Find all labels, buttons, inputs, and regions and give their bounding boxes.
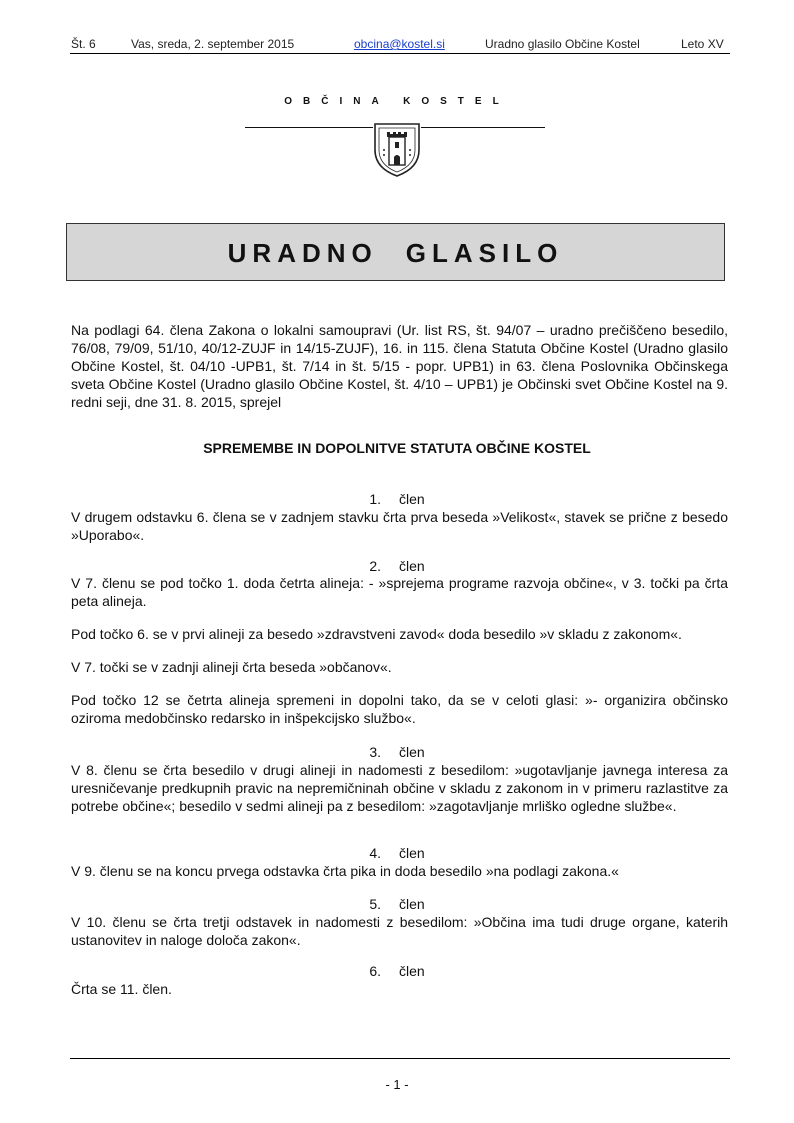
article-2-paragraph-3: V 7. točki se v zadnji alineji črta beseda »občanov«. <box>71 659 392 675</box>
article-6-paragraph: Črta se 11. člen. <box>71 981 172 997</box>
crest-line-left <box>245 127 373 128</box>
article-word: člen <box>399 963 425 979</box>
article-2-paragraph-1: V 7. členu se pod točko 1. doda četrta alineja: - »sprejema programe razvoja občine«, v 3. točki pa črta peta alineja. <box>71 575 728 609</box>
footer-divider <box>70 1058 730 1059</box>
article-word: člen <box>399 744 425 760</box>
article-heading-4 <box>0 844 794 862</box>
article-heading-1 <box>0 490 794 508</box>
article-4-paragraph: V 9. členu se na koncu prvega odstavka črta pika in doda besedilo »na podlagi zakona.« <box>71 863 619 879</box>
article-number: 4. <box>369 845 381 861</box>
article-number: 3. <box>369 744 381 760</box>
article-word: člen <box>399 896 425 912</box>
place-date: Vas, sreda, 2. september 2015 <box>131 37 295 51</box>
article-5-paragraph: V 10. členu se črta tretji odstavek in nadomesti z besedilom: »Občina ima tudi druge organe, katerih ustanovitev in naloge določa zakon«. <box>71 914 728 948</box>
article-1-paragraph: V drugem odstavku 6. člena se v zadnjem stavku črta prva beseda »Velikost«, stavek se prične z besedo »Uporabo«. <box>71 509 728 543</box>
article-heading-2 <box>0 557 794 575</box>
header-divider <box>70 53 730 54</box>
municipality-name: OBČINA KOSTEL <box>284 96 510 107</box>
article-word: člen <box>399 845 425 861</box>
crest-line-right <box>421 127 545 128</box>
issue-number: Št. 6 <box>71 37 96 51</box>
article-3-paragraph: V 8. členu se črta besedilo v drugi alineji in nadomesti z besedilom: »ugotavljanje javnega interesa za uresničevanje predkupnih pravic na nepremičninah občine v skladu z zakonom in v primeru razlastitve za potrebe občine«; besedilo v sedmi alineji pa z besedilom: »zagotavljanje mrliško ogledne službe«. <box>71 762 728 814</box>
article-word: člen <box>399 558 425 574</box>
email-link[interactable]: obcina@kostel.si <box>354 37 445 51</box>
volume-year: Leto XV <box>681 37 724 51</box>
coat-of-arms-icon <box>371 120 423 178</box>
intro-paragraph: Na podlagi 64. člena Zakona o lokalni samoupravi (Ur. list RS, št. 94/07 – uradno prečiščeno besedilo, 76/08, 79/09, 51/10, 40/12-ZUJF in 14/15-ZUJF), 16. in 115. člena Statuta Občine Kostel (Uradno glasilo Občine Kostel, št. 04/10 -UPB1, št. 7/14 in št. 5/15 - popr. UPB1) in 63. člena Poslovnika Občinskega sveta Občine Kostel (Uradno glasilo Občine Kostel, št. 4/10 – UPB1) je Občinski svet Občine Kostel na 9. redni seji, dne 31. 8. 2015, sprejel <box>71 322 728 410</box>
banner-word-2: GLASILO <box>405 238 564 268</box>
article-heading-5 <box>0 895 794 913</box>
banner-word-1: URADNO <box>227 238 378 268</box>
article-heading-6 <box>0 962 794 980</box>
article-2-paragraph-2: Pod točko 6. se v prvi alineji za besedo »zdravstveni zavod« doda besedilo »v skladu z zakonom«. <box>71 626 682 642</box>
article-number: 6. <box>369 963 381 979</box>
document-title: SPREMEMBE IN DOPOLNITVE STATUTA OBČINE KOSTEL <box>203 440 591 456</box>
article-heading-3 <box>0 743 794 761</box>
gazette-banner <box>66 223 725 281</box>
article-number: 2. <box>369 558 381 574</box>
publication-name: Uradno glasilo Občine Kostel <box>485 37 640 51</box>
article-number: 5. <box>369 896 381 912</box>
article-2-paragraph-4: Pod točko 12 se četrta alineja spremeni in dopolni tako, da se v celoti glasi: »- organizira občinsko oziroma medobčinsko redarsko in inšpekcijsko službo«. <box>71 692 728 726</box>
page-number: - 1 - <box>385 1077 409 1092</box>
article-word: člen <box>399 491 425 507</box>
article-number: 1. <box>369 491 381 507</box>
